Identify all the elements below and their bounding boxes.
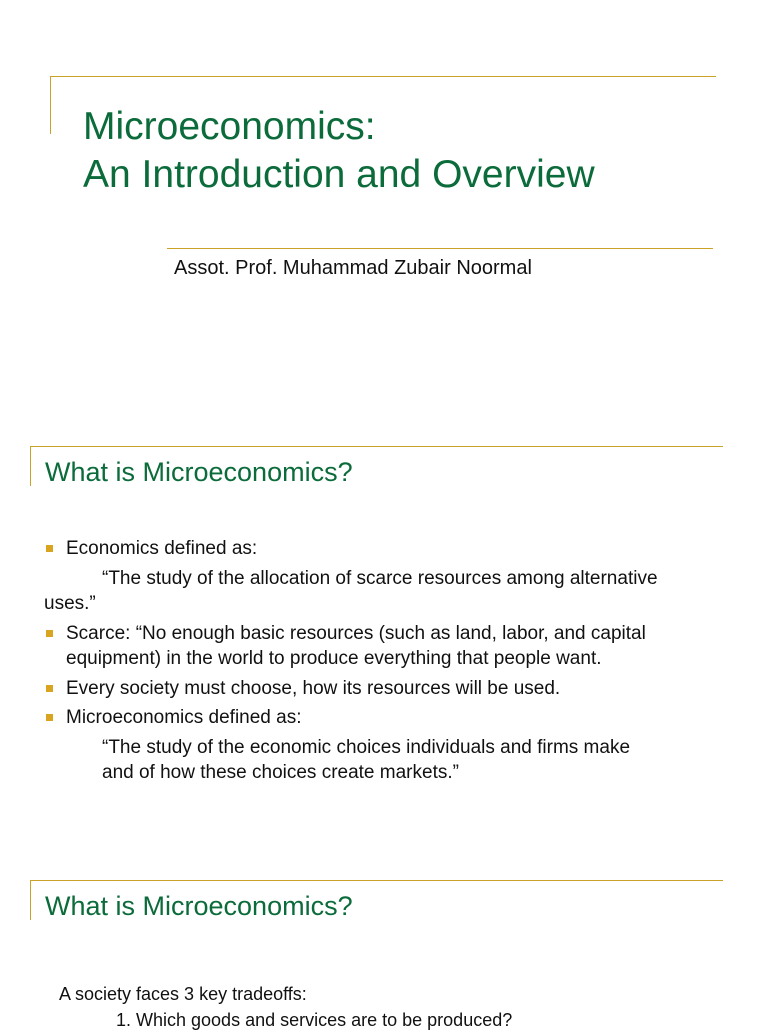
quote-1-line-2: uses.”: [44, 593, 96, 614]
section-title: What is Microeconomics?: [45, 891, 353, 921]
bullet-marker: [46, 630, 53, 637]
bullet-1: Economics defined as:: [66, 538, 258, 559]
left-rule: [30, 880, 31, 920]
top-rule: [30, 446, 723, 447]
quote-2-line-1: “The study of the economic choices individuals and firms make: [102, 737, 631, 758]
title-line-2: An Introduction and Overview: [83, 153, 595, 196]
tradeoffs-intro: A society faces 3 key tradeoffs:: [59, 984, 307, 1004]
tradeoff-item-1: 1. Which goods and services are to be produced?: [116, 1010, 513, 1030]
definition-slide: [0, 440, 768, 860]
author-rule: [167, 248, 713, 249]
bullet-marker: [46, 545, 53, 552]
top-rule: [30, 880, 723, 881]
left-rule: [30, 446, 31, 486]
quote-2-line-2: and of how these choices create markets.”: [102, 762, 459, 783]
bullet-4: Microeconomics defined as:: [66, 707, 302, 728]
top-rule: [50, 76, 716, 77]
author-name: Assot. Prof. Muhammad Zubair Noormal: [174, 257, 532, 279]
bullet-marker: [46, 714, 53, 721]
bullet-2-line-1: Scarce: “No enough basic resources (such as land, labor, and capital: [66, 623, 646, 644]
tradeoffs-slide: [0, 874, 768, 1030]
quote-1-line-1: “The study of the allocation of scarce resources among alternative: [102, 568, 658, 589]
title-slide: [0, 0, 768, 400]
title-line-1: Microeconomics:: [83, 105, 376, 148]
left-rule: [50, 76, 51, 134]
bullet-3: Every society must choose, how its resources will be used.: [66, 678, 561, 699]
bullet-marker: [46, 685, 53, 692]
bullet-2-line-2: equipment) in the world to produce everything that people want.: [66, 648, 602, 669]
section-title: What is Microeconomics?: [45, 457, 353, 487]
slide-title: [83, 103, 595, 199]
